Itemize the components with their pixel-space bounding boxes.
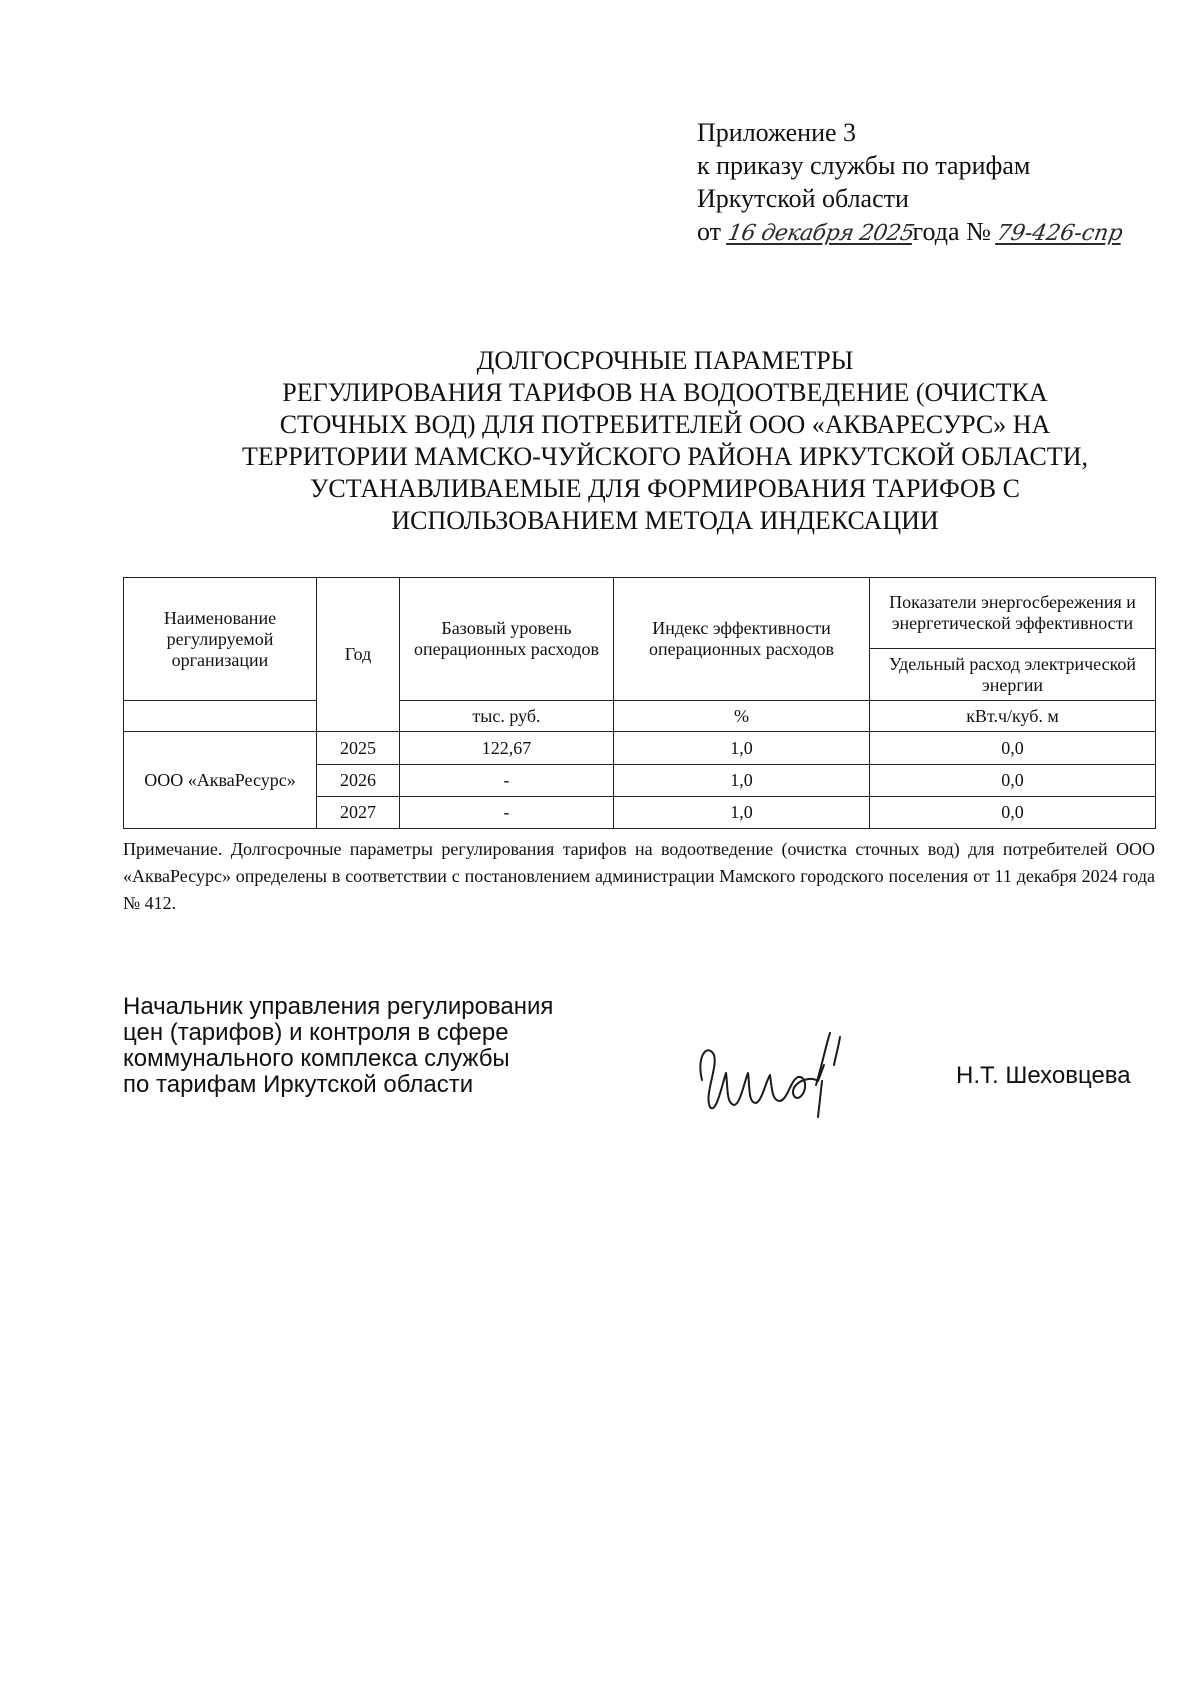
table-units-row [124, 701, 1156, 732]
cell-year: 2026 [317, 765, 400, 797]
cell-base: 122,67 [400, 732, 614, 765]
unit-index: % [614, 701, 870, 732]
cell-year: 2027 [317, 797, 400, 829]
handwritten-order-number: 79-426-спр [995, 221, 1126, 246]
cell-base: - [400, 797, 614, 829]
table-note: Примечание. Долгосрочные параметры регулирования тарифов на водоотведение (очистка сточных вод) для потребителей ООО «АкваРесурс» определены в соответствии с постановлением администрации Мамского городского поселения от 11 декабря 2024 года № 412. [123, 839, 1155, 913]
signer-position-line: по тарифам Иркутской области [123, 1071, 474, 1098]
header-year: Год [317, 578, 400, 732]
units-empty [124, 701, 317, 732]
date-prefix: от [697, 217, 722, 246]
handwritten-signature [690, 1025, 890, 1125]
signer-position-line: коммунального комплекса службы [123, 1045, 510, 1072]
cell-index: 1,0 [614, 797, 870, 829]
cell-index: 1,0 [614, 765, 870, 797]
cell-energy: 0,0 [870, 765, 1156, 797]
appendix-date-line [697, 215, 1127, 250]
title-line: ДОЛГОСРОЧНЫЕ ПАРАМЕТРЫ [476, 346, 854, 375]
table-row [124, 732, 1156, 765]
parameters-table [123, 577, 1156, 829]
header-energy-group: Показатели энергосбережения и энергетической эффективности [870, 578, 1156, 649]
date-suffix: года № [912, 217, 991, 246]
cell-index: 1,0 [614, 732, 870, 765]
header-efficiency-index: Индекс эффективности операционных расходов [614, 578, 870, 701]
title-line: ИСПОЛЬЗОВАНИЕМ МЕТОДА ИНДЕКСАЦИИ [391, 506, 939, 535]
signer-position-line: цен (тарифов) и контроля в сфере [123, 1019, 509, 1046]
unit-base: тыс. руб. [400, 701, 614, 732]
cell-base: - [400, 765, 614, 797]
header-energy-consumption: Удельный расход электрической энергии [870, 649, 1156, 701]
org-name-cell: ООО «АкваРесурс» [124, 732, 317, 829]
title-line: УСТАНАВЛИВАЕМЫЕ ДЛЯ ФОРМИРОВАНИЯ ТАРИФОВ С [309, 474, 1020, 503]
signer-position-line: Начальник управления регулирования [123, 993, 554, 1020]
header-base-level: Базовый уровень операционных расходов [400, 578, 614, 701]
unit-energy: кВт.ч/куб. м [870, 701, 1156, 732]
appendix-line-2: к приказу службы по тарифам [697, 151, 1031, 180]
cell-energy: 0,0 [870, 732, 1156, 765]
table-header-row [124, 578, 1156, 649]
title-line: СТОЧНЫХ ВОД) ДЛЯ ПОТРЕБИТЕЛЕЙ ООО «АКВАРЕСУРС» НА [279, 410, 1051, 439]
document-title [200, 345, 1130, 537]
cell-energy: 0,0 [870, 797, 1156, 829]
handwritten-date: 16 декабря 2025 [725, 221, 916, 246]
cell-year: 2025 [317, 732, 400, 765]
title-line: ТЕРРИТОРИИ МАМСКО-ЧУЙСКОГО РАЙОНА ИРКУТСКОЙ ОБЛАСТИ, [242, 442, 1088, 471]
signer-name: Н.Т. Шеховцева [956, 1062, 1131, 1089]
header-org: Наименование регулируемой организации [124, 578, 317, 701]
signer-position [123, 994, 553, 1098]
appendix-line-1: Приложение 3 [697, 118, 857, 147]
appendix-header [697, 116, 1127, 250]
title-line: РЕГУЛИРОВАНИЯ ТАРИФОВ НА ВОДООТВЕДЕНИЕ (ОЧИСТКА [282, 378, 1048, 407]
appendix-line-3: Иркутской области [697, 184, 909, 213]
